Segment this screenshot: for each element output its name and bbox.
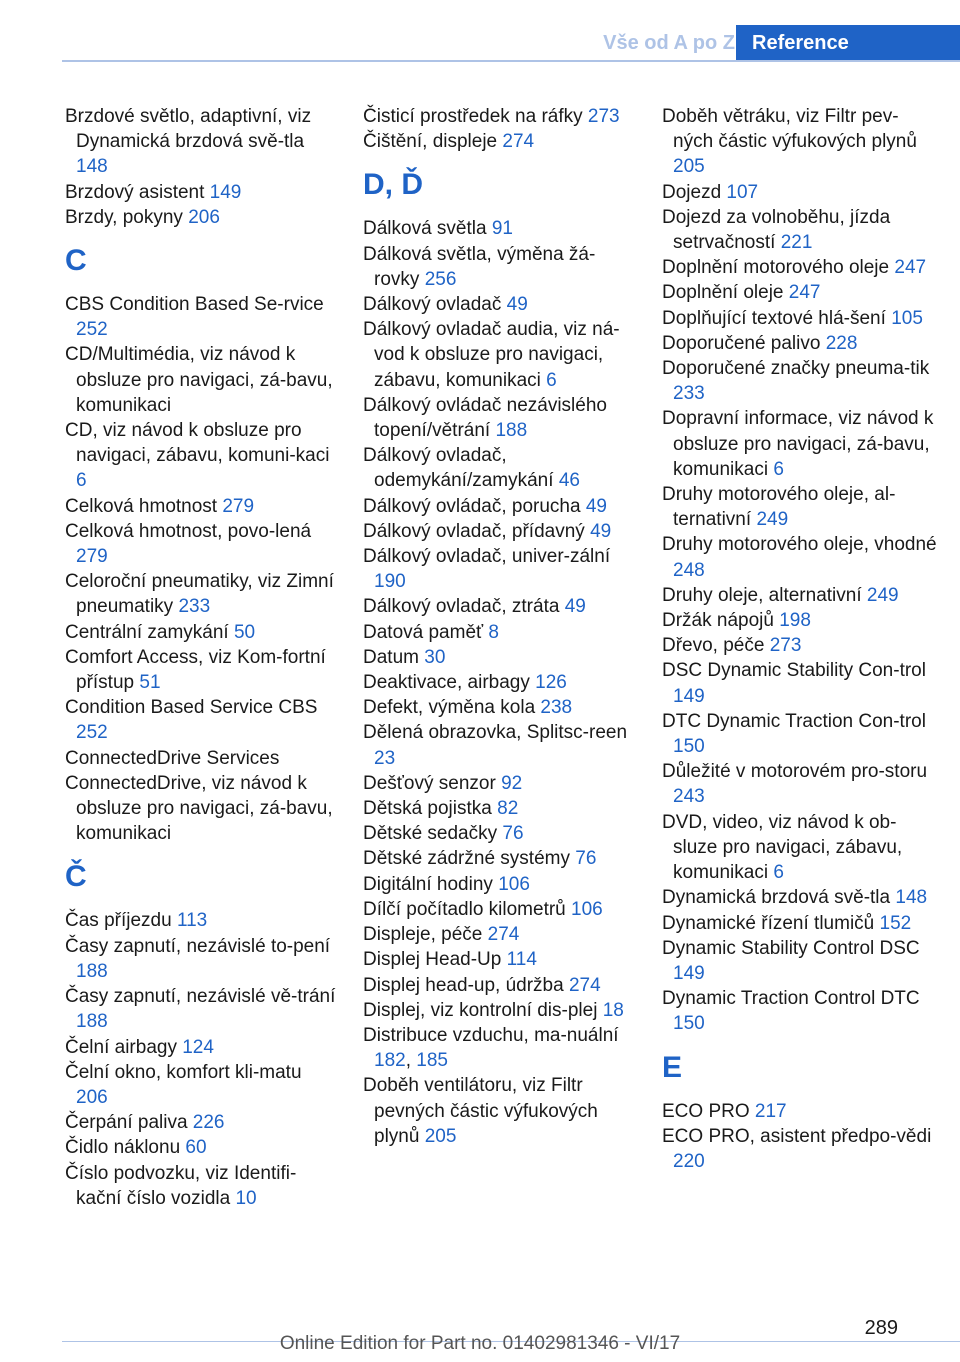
index-entry [65, 342, 337, 418]
index-entry [662, 406, 937, 482]
page-reference-link[interactable]: 205 [424, 1125, 457, 1147]
page-reference-link[interactable]: 205 [673, 156, 705, 178]
page-reference-link[interactable]: 49 [564, 596, 586, 618]
index-entry [363, 670, 635, 695]
page-reference-link[interactable]: 82 [497, 798, 519, 820]
index-entry [363, 594, 635, 619]
index-entry [363, 796, 635, 821]
index-entry [65, 205, 337, 230]
entry-term: Displej Head-Up [363, 949, 507, 971]
entry-term: Čelní okno, komfort kli‐matu [65, 1061, 302, 1083]
page-reference-link[interactable]: 233 [673, 383, 705, 405]
entry-term: Dálkový ovladač, odemykání/zamykání [363, 445, 559, 492]
entry-term: ECO PRO [662, 1100, 755, 1122]
entry-term: Dálkový ovladač [363, 294, 507, 316]
entry-term: ConnectedDrive Services [65, 747, 280, 769]
entry-term: Dojezd za volnoběhu, jízda setrvačností [662, 206, 891, 254]
index-entry [363, 104, 635, 129]
entry-term: Doplňující textové hlá‐šení [662, 307, 892, 329]
entry-term: CD/Multimédia, viz návod k obsluze pro navigaci, zá‐bavu, komunikaci [65, 344, 333, 416]
index-entry [65, 1135, 337, 1160]
page-reference-link[interactable]: 76 [502, 823, 524, 845]
page-reference-link[interactable]: 91 [491, 218, 513, 240]
entry-term: Doběh větráku, viz Filtr pev‐ných částic výfukových plynů [662, 106, 917, 153]
page-reference-link[interactable]: 49 [506, 294, 528, 316]
entry-term: DSC Dynamic Stability Con‐trol [662, 660, 926, 682]
entry-term: Displej, viz kontrolní dis‐plej [363, 999, 603, 1021]
page-reference-link[interactable]: 76 [575, 848, 597, 870]
index-entry [662, 1099, 937, 1124]
entry-term: Celková hmotnost, povo‐lená [65, 520, 312, 542]
index-letter-heading: D, Ď [363, 168, 423, 202]
index-entry [363, 821, 635, 846]
page-reference-link[interactable]: 51 [139, 672, 161, 694]
index-entry [65, 1035, 337, 1060]
page-reference-link[interactable]: 92 [501, 772, 523, 794]
index-entry [662, 633, 937, 658]
page-reference-link[interactable]: 252 [76, 319, 108, 341]
index-entry [363, 771, 635, 796]
index-column-1 [65, 104, 337, 1211]
entry-term: Dálkový ovládač, porucha [363, 495, 586, 517]
index-entry [363, 317, 635, 393]
tab-reference[interactable]: Reference [736, 25, 960, 61]
index-letter-heading: Č [65, 860, 87, 894]
page-reference-link[interactable]: 149 [673, 685, 705, 707]
page-reference-link[interactable]: 188 [76, 960, 108, 982]
page-reference-link[interactable]: 206 [76, 1086, 108, 1108]
page-reference-link[interactable]: 220 [673, 1150, 705, 1172]
page-reference-link[interactable]: 188 [495, 420, 528, 442]
page-reference-link[interactable]: 247 [788, 282, 821, 304]
entry-term: Brzdové světlo, adaptivní, viz Dynamická brzdová svě‐tla [65, 106, 312, 153]
entry-term: Dětská pojistka [363, 798, 498, 820]
index-entry [662, 911, 937, 936]
entry-term: Držák nápojů [662, 610, 780, 632]
page-reference-link[interactable]: 106 [571, 898, 603, 920]
page-reference-link[interactable]: 274 [487, 924, 520, 946]
entry-term: Dynamic Stability Control DSC [662, 937, 920, 959]
entry-term: Číslo podvozku, viz Identifi‐kační číslo vozidla [65, 1162, 297, 1209]
entry-term: Dálková světla [363, 218, 492, 240]
index-entry [65, 645, 337, 695]
entry-term: Dálková světla, výměna žá‐rovky [363, 243, 596, 290]
index-entry [363, 998, 635, 1023]
entry-term: Comfort Access, viz Kom‐fortní přístup [65, 646, 326, 694]
entry-term: Dřevo, péče [662, 635, 770, 657]
index-entry [662, 104, 937, 180]
index-entry: Distribuce vzduchu, ma‐nuální 182, 185 [363, 1024, 619, 1072]
page-reference-link[interactable]: 233 [178, 596, 211, 618]
index-entry [363, 947, 635, 972]
index-entry [662, 810, 937, 886]
entry-term: Digitální hodiny [363, 873, 499, 895]
index-entry [662, 255, 937, 280]
index-entry [662, 936, 937, 986]
page-reference-link[interactable]: 114 [506, 949, 537, 971]
index-letter-heading: C [65, 244, 87, 278]
entry-term: Dopravní informace, viz návod k obsluze pro navigaci, zá‐bavu, komunikaci [662, 408, 934, 480]
index-entry [363, 846, 635, 871]
entry-term: Brzdy, pokyny [65, 206, 189, 228]
index-entry [363, 897, 635, 922]
page-reference-link[interactable]: 49 [585, 495, 607, 517]
page-reference-link[interactable]: 148 [76, 156, 108, 178]
index-entry [363, 443, 635, 493]
section-title: Vše od A po Z [603, 32, 735, 54]
page-reference-link[interactable]: 279 [76, 546, 108, 568]
page-reference-link[interactable]: 206 [188, 206, 220, 228]
page-reference-link[interactable]: 106 [498, 873, 530, 895]
index-entry [662, 885, 937, 910]
index-entry [65, 620, 337, 645]
index-entry [65, 1110, 337, 1135]
page-reference-link[interactable]: 226 [192, 1112, 225, 1134]
index-entry [662, 180, 937, 205]
entry-term: Dálkový ovladač, ztráta [363, 596, 565, 618]
page-reference-link[interactable]: 18 [602, 999, 624, 1021]
index-entry [363, 973, 635, 998]
index-entry [363, 292, 635, 317]
entry-term: Dětské sedačky [363, 823, 503, 845]
page-reference-link[interactable]: 6 [76, 470, 87, 492]
page-reference-link[interactable]: 256 [424, 268, 457, 290]
page-reference-link[interactable]: 252 [76, 722, 108, 744]
index-entry [662, 759, 937, 809]
index-entry [662, 306, 937, 331]
index-entry [363, 872, 635, 897]
page-reference-link[interactable]: 243 [673, 786, 705, 808]
entry-term: Datum [363, 646, 425, 668]
entry-term: Condition Based Service CBS [65, 697, 318, 719]
page-reference-link[interactable]: 273 [769, 635, 802, 657]
page-reference-link[interactable]: 30 [424, 646, 446, 668]
index-entry [363, 922, 635, 947]
index-entry [65, 1161, 337, 1211]
page-reference-link[interactable]: 274 [502, 131, 535, 153]
entry-term: Centrální zamykání [65, 621, 234, 643]
page-reference-link[interactable]: 107 [726, 181, 759, 203]
index-entry [363, 620, 635, 645]
index-entry [662, 205, 937, 255]
entry-term: Časy zapnutí, nezávislé to‐pení [65, 935, 331, 957]
entry-term: Čisticí prostředek na ráfky [363, 106, 588, 127]
entry-term: Doběh ventilátoru, viz Filtr pevných částic výfukových plynů [363, 1075, 598, 1147]
index-entry [662, 356, 937, 406]
entry-term: Celková hmotnost [65, 495, 223, 517]
page-reference-link[interactable]: 113 [176, 910, 208, 932]
entry-term: Doporučené palivo [662, 332, 826, 354]
entry-term: Čidlo náklonu [65, 1137, 186, 1159]
page-reference-link[interactable]: 190 [374, 571, 406, 593]
page-reference-link[interactable]: 10 [235, 1187, 257, 1209]
entry-term: Dynamická brzdová svě‐tla [662, 887, 896, 909]
index-entry [363, 242, 635, 292]
index-entry [65, 418, 337, 494]
page-reference-link[interactable]: 152 [879, 912, 912, 934]
index-entry [363, 645, 635, 670]
page-reference-link[interactable]: 228 [825, 332, 858, 354]
index-entry [65, 695, 337, 745]
entry-term: Doplnění oleje [662, 282, 789, 304]
page-reference-link[interactable]: 60 [185, 1137, 207, 1159]
index-entry [65, 292, 337, 342]
index-entry [662, 986, 937, 1036]
entry-term: Čištění, displeje [363, 131, 503, 153]
index-entry [363, 720, 635, 770]
edition-note: Online Edition for Part no. 01402981346 - VI/17 [279, 1333, 681, 1354]
page-reference-link[interactable]: 150 [673, 736, 705, 758]
entry-term: Čas příjezdu [65, 910, 177, 932]
entry-term: Čerpání paliva [65, 1112, 193, 1134]
page-reference-link[interactable]: 50 [233, 621, 256, 643]
entry-term: Dálkový ovladač, přídavný [363, 520, 591, 542]
page-reference-link[interactable]: 185 [416, 1050, 448, 1072]
index-entry [65, 984, 337, 1034]
page-reference-link[interactable]: 188 [76, 1011, 108, 1033]
index-entry [65, 494, 337, 519]
page-reference-link[interactable]: 221 [780, 232, 813, 254]
page-reference-link[interactable]: 124 [182, 1036, 214, 1058]
entry-term: Dálkový ovládač nezávislého topení/větrání [363, 394, 607, 442]
entry-term: Dětské zádržné systémy [363, 848, 576, 870]
page-reference-link[interactable]: 238 [540, 697, 573, 719]
entry-term: Důležité v motorovém pro‐storu [662, 761, 928, 783]
page-reference-link[interactable]: 149 [673, 962, 705, 984]
page-reference-link[interactable]: 49 [590, 520, 612, 542]
entry-term: DVD, video, viz návod k ob‐sluze pro navigaci, zábavu, komunikaci [662, 811, 903, 884]
entry-term: Displeje, péče [363, 924, 488, 946]
index-column-2 [363, 104, 635, 1149]
index-entry [65, 934, 337, 984]
index-entry [363, 1073, 635, 1149]
page-reference-link[interactable]: 273 [587, 106, 620, 127]
index-entry [363, 695, 635, 720]
index-entry [65, 519, 337, 569]
page-reference-link[interactable]: 150 [673, 1013, 705, 1035]
page-reference-link[interactable]: 249 [866, 584, 899, 606]
index-entry [65, 104, 337, 180]
page-header [0, 0, 960, 62]
index-entry [65, 908, 337, 933]
page-reference-link[interactable]: 8 [488, 621, 499, 643]
page-reference-link[interactable]: 105 [891, 307, 923, 329]
page-reference-link[interactable]: 248 [673, 559, 705, 581]
page-reference-link[interactable]: 46 [558, 470, 580, 492]
index-entry [662, 331, 937, 356]
entry-term: Defekt, výměna kola [363, 697, 541, 719]
index-entry [662, 280, 937, 305]
index-entry [363, 216, 635, 241]
entry-term: Dělená obrazovka, Splitsc‐reen [363, 722, 628, 744]
entry-term: Druhy motorového oleje, vhodné [662, 534, 937, 556]
index-entry [65, 1060, 337, 1110]
index-entry [363, 519, 635, 544]
entry-term: Dálkový ovladač, univer‐zální [363, 546, 611, 568]
entry-term: Dynamické řízení tlumičů [662, 912, 880, 934]
page-reference-link[interactable]: 148 [895, 887, 928, 909]
page-reference-link[interactable]: 149 [209, 181, 242, 203]
index-letter-heading: E [662, 1050, 683, 1084]
index-entry [662, 1124, 937, 1174]
index-entry [363, 129, 635, 154]
entry-term: Čelní airbagy [65, 1036, 183, 1058]
entry-term: CBS Condition Based Se‐rvice [65, 294, 324, 316]
index-entry [662, 532, 937, 582]
entry-term: Celoroční pneumatiky, viz Zimní pneumatiky [65, 571, 334, 618]
index-entry [65, 569, 337, 619]
index-entry [65, 746, 337, 771]
entry-term: ECO PRO, asistent předpo‐vědi [662, 1125, 932, 1147]
entry-term: DTC Dynamic Traction Con‐trol [662, 710, 926, 732]
page-reference-link[interactable]: 6 [773, 862, 784, 884]
page-reference-link[interactable]: 247 [894, 257, 927, 279]
entry-term: Displej head-up, údržba [363, 974, 569, 996]
page-reference-link[interactable]: 198 [779, 610, 811, 632]
index-entry [363, 494, 635, 519]
index-entry [662, 709, 937, 759]
entry-term: Datová paměť [363, 621, 489, 643]
entry-term: Doplnění motorového oleje [662, 257, 895, 279]
index-entry [662, 583, 937, 608]
entry-term: ConnectedDrive, viz návod k obsluze pro navigaci, zá‐bavu, komunikaci [65, 772, 333, 845]
header-divider [62, 60, 960, 62]
entry-term: Dálkový ovladač audia, viz ná‐vod k obsluze pro navigaci, zábavu, komunikaci [363, 319, 620, 391]
entry-term: Deaktivace, airbagy [363, 672, 536, 694]
index-entry [662, 482, 937, 532]
entry-term: Dojezd [662, 181, 727, 203]
page-reference-link[interactable]: 249 [756, 509, 789, 531]
entry-term: Doporučené značky pneuma‐tik [662, 358, 930, 380]
page-reference-link[interactable]: 23 [374, 747, 396, 769]
index-entry [662, 658, 937, 708]
page-reference-link[interactable]: 279 [222, 495, 255, 517]
entry-term: Druhy oleje, alternativní [662, 584, 867, 606]
entry-term: Brzdový asistent [65, 181, 210, 203]
index-entry [65, 180, 337, 205]
page-reference-link[interactable]: 274 [568, 974, 601, 996]
page-number: 289 [864, 1317, 898, 1339]
index-entry [363, 544, 635, 594]
entry-term: Druhy motorového oleje, al‐ternativní [662, 484, 896, 531]
entry-term: Distribuce vzduchu, ma‐nuální [363, 1024, 619, 1046]
entry-term: Dynamic Traction Control DTC [662, 988, 920, 1010]
entry-term: Dešťový senzor [363, 772, 502, 794]
entry-term: Dílčí počítadlo kilometrů [363, 898, 572, 920]
index-entry [65, 771, 337, 847]
page-reference-link[interactable]: 182 [374, 1050, 406, 1072]
page-reference-link[interactable]: 6 [546, 369, 557, 391]
index-entry [662, 608, 937, 633]
entry-term: CD, viz návod k obsluze pro navigaci, zábavu, komuni‐kaci [65, 420, 330, 467]
entry-term: Časy zapnutí, nezávislé vě‐trání [65, 986, 336, 1008]
page-reference-link[interactable]: 6 [773, 458, 784, 480]
index-entry [363, 393, 635, 443]
index-column-3 [662, 104, 937, 1174]
page-reference-link[interactable]: 126 [535, 672, 567, 694]
page-reference-link[interactable]: 217 [754, 1100, 787, 1122]
